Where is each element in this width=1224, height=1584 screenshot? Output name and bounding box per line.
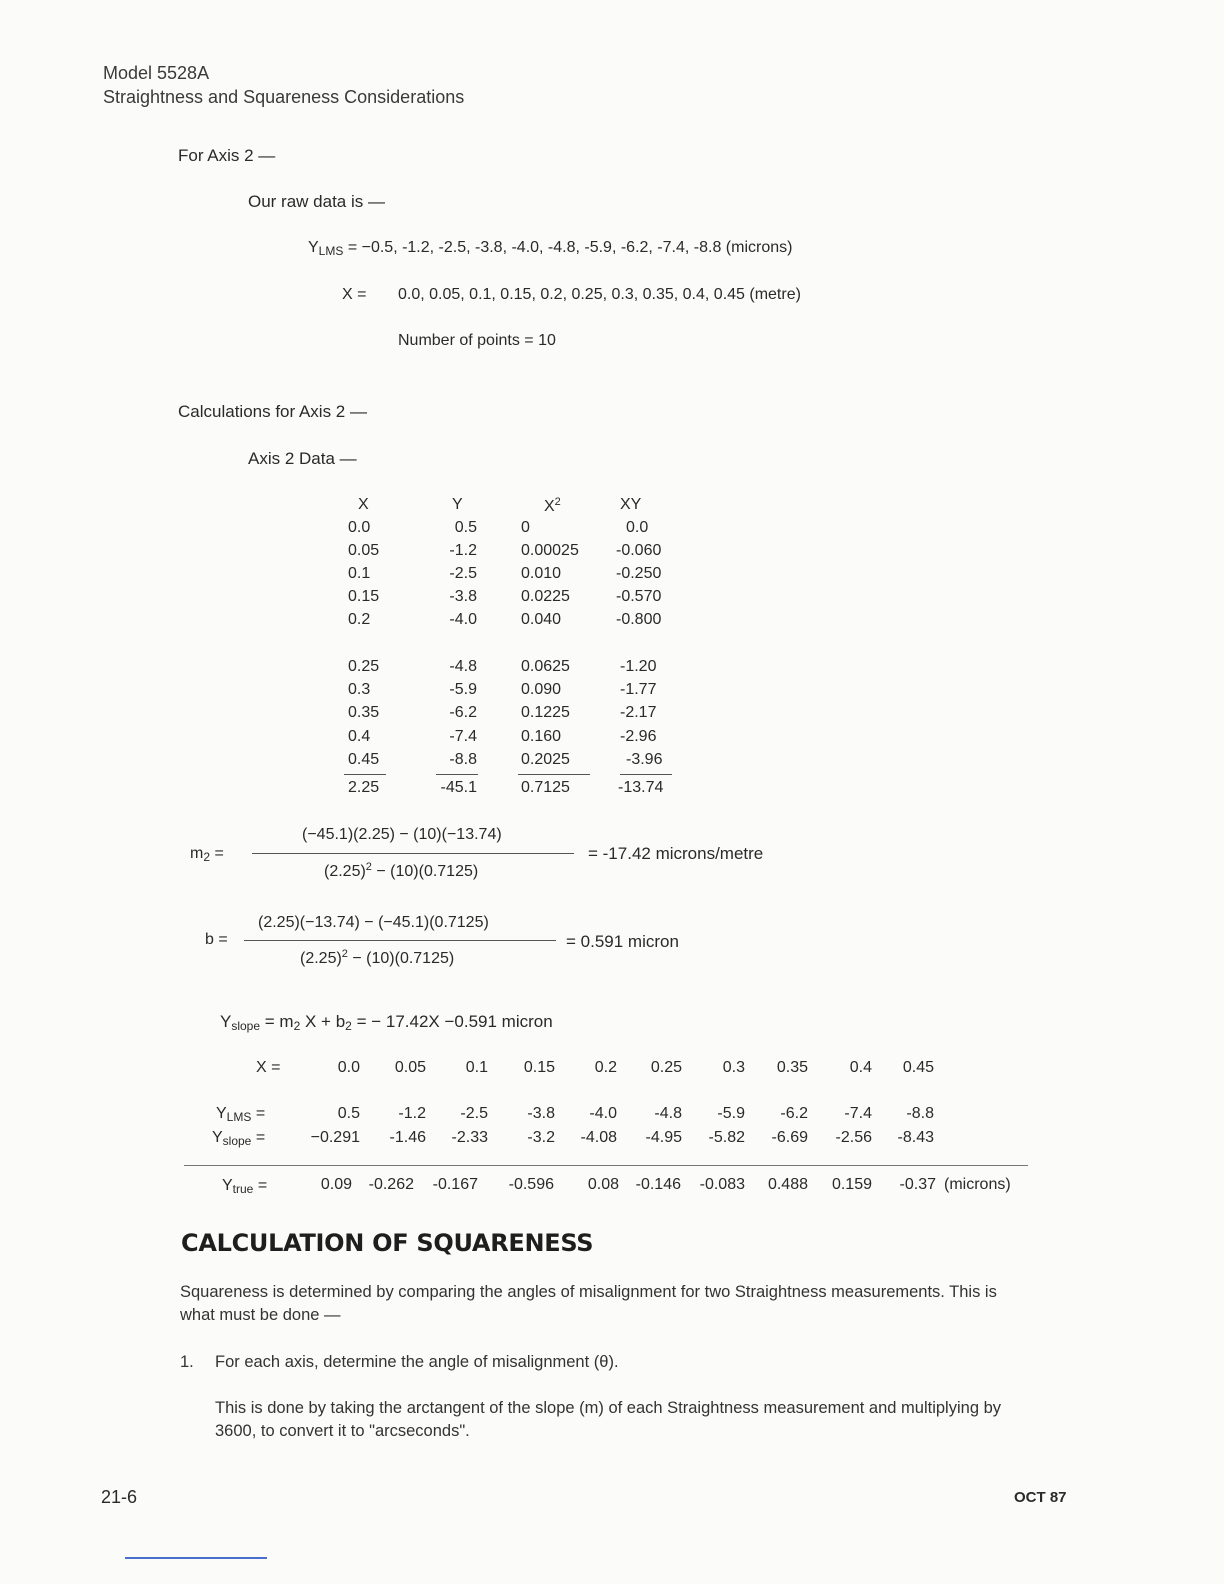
m2-denominator: $(2.25)^2 - (10)(0.7125)$ — [324, 861, 479, 880]
ytrue-value: -0.37 — [899, 1176, 936, 1193]
ylms-value: -4.0 — [589, 1105, 617, 1122]
table-cell: 0.45 — [348, 751, 380, 768]
m2-result: = -17.42 microns/metre — [588, 844, 764, 863]
x-value: 0.45 — [902, 1059, 934, 1076]
table-cell: 0.0625 — [521, 658, 570, 675]
ytrue-value: 0.08 — [587, 1176, 619, 1193]
table-cell: 0.3 — [348, 681, 371, 698]
total-y: -45.1 — [440, 779, 477, 796]
table-cell: 0.35 — [348, 704, 380, 721]
yslope-value: -5.82 — [708, 1129, 745, 1146]
table-cell: 0.00025 — [521, 542, 579, 559]
table-cell: -2.96 — [620, 728, 657, 745]
x-value: 0.4 — [849, 1059, 872, 1076]
col-header-x: X — [358, 496, 369, 513]
m2-numerator: (−45.1)(2.25) − (10)(−13.74) — [302, 826, 502, 843]
table-cell: 0.040 — [521, 611, 562, 628]
ytrue-value: -0.262 — [368, 1176, 414, 1193]
results-x-label: X = — [256, 1059, 281, 1076]
ylms-raw-values: = −0.5, -1.2, -2.5, -3.8, -4.0, -4.8, -5.9, -6.2, -7.4, -8.8 (microns) — [347, 239, 793, 256]
b-denominator: $(2.25)^2 - (10)(0.7125)$ — [300, 948, 455, 967]
ytrue-value: 0.159 — [831, 1176, 872, 1193]
x-value: 0.0 — [337, 1059, 360, 1076]
ytrue-value: 0.09 — [320, 1176, 352, 1193]
table-cell: -5.9 — [449, 681, 477, 698]
results-ylms-label: $Y_{LMS}$ = — [216, 1105, 266, 1124]
col-header-x2: $X^2$ — [544, 496, 561, 515]
total-rule — [436, 774, 478, 775]
ytrue-value: 0.488 — [767, 1176, 808, 1193]
table-cell: 0.05 — [348, 542, 380, 559]
total-xy: -13.74 — [618, 779, 664, 796]
table-cell: 0 — [521, 519, 530, 536]
squareness-heading: CALCULATION OF SQUARENESS — [181, 1229, 594, 1257]
yslope-value: -4.08 — [580, 1129, 617, 1146]
ylms-value: -2.5 — [460, 1105, 488, 1122]
m2-label: $m_2$ = — [190, 845, 224, 864]
table-cell: 0.010 — [521, 565, 562, 582]
x-value: 0.05 — [394, 1059, 426, 1076]
total-rule — [620, 774, 672, 775]
x-value: 0.35 — [776, 1059, 808, 1076]
table-cell: 0.5 — [454, 519, 477, 536]
x-value: 0.15 — [523, 1059, 555, 1076]
ylms-value: -8.8 — [906, 1105, 934, 1122]
model-label: Model 5528A — [103, 63, 210, 83]
ylms-value: -4.8 — [654, 1105, 682, 1122]
table-cell: -0.060 — [616, 542, 662, 559]
ylms-value: -5.9 — [717, 1105, 745, 1122]
table-cell: -3.96 — [626, 751, 663, 768]
table-cell: -0.800 — [616, 611, 662, 628]
step1-number: 1. — [180, 1353, 194, 1371]
yslope-value: -2.33 — [451, 1129, 488, 1146]
yslope-value: -3.2 — [527, 1129, 555, 1146]
ylms-value: 0.5 — [337, 1105, 360, 1122]
x-value: 0.3 — [722, 1059, 745, 1076]
table-cell: 0.4 — [348, 728, 371, 745]
table-cell: 0.160 — [521, 728, 562, 745]
table-cell: -8.8 — [449, 751, 477, 768]
yslope-equation: $Y_{slope} = m_2$ $X + b_2$ = − 17.42X −0.591 micron — [220, 1012, 553, 1033]
b-numerator: (2.25)(−13.74) − (−45.1)(0.7125) — [258, 914, 489, 931]
number-of-points: Number of points = 10 — [398, 332, 556, 349]
m2-fraction-bar — [252, 853, 574, 854]
table-cell: -2.5 — [449, 565, 477, 582]
x-raw-label: X = — [342, 286, 367, 303]
ylms-value: -7.4 — [844, 1105, 872, 1122]
table-cell: -7.4 — [449, 728, 477, 745]
total-rule — [344, 774, 386, 775]
page-number: 21-6 — [101, 1487, 138, 1507]
footer-bar — [125, 1557, 267, 1559]
ytrue-value: -0.146 — [635, 1176, 681, 1193]
raw-data-label: Our raw data is — — [248, 192, 385, 211]
table-cell: -0.250 — [616, 565, 662, 582]
ytrue-value: -0.596 — [508, 1176, 554, 1193]
ylms-sub: LMS — [318, 244, 344, 258]
table-cell: 0.1225 — [521, 704, 570, 721]
footer-date: OCT 87 — [1014, 1489, 1067, 1506]
table-cell: 0.0 — [626, 519, 649, 536]
results-yslope-label: $Y_{slope}$ = — [212, 1129, 266, 1148]
table-cell: -0.570 — [616, 588, 662, 605]
table-cell: 0.090 — [521, 681, 562, 698]
ytrue-value: -0.083 — [699, 1176, 745, 1193]
axis2-data-label: Axis 2 Data — — [248, 449, 357, 468]
axis2-heading: For Axis 2 — — [178, 146, 276, 165]
b-fraction-bar — [244, 940, 556, 941]
b-result: = 0.591 micron — [566, 932, 679, 951]
table-cell: -6.2 — [449, 704, 477, 721]
ylms-raw-line: $Y_{LMS} = -0.5$, -1.2, -2.5, -3.8, -4.0, -4.8, -5.9, -6.2, -7.4, -8.8 (microns) — [308, 239, 793, 258]
table-cell: 0.25 — [348, 658, 380, 675]
table-cell: 0.15 — [348, 588, 380, 605]
col-header-y: Y — [452, 496, 463, 513]
table-cell: 0.0 — [348, 519, 371, 536]
table-cell: 0.1 — [348, 565, 371, 582]
squareness-intro: Squareness is determined by comparing the angles of misalignment for two Straightness measurements. This is what must be done — — [180, 1283, 997, 1324]
x-raw-values: 0.0, 0.05, 0.1, 0.15, 0.2, 0.25, 0.3, 0.35, 0.4, 0.45 (metre) — [398, 286, 801, 303]
yslope-value: -2.56 — [835, 1129, 872, 1146]
total-x2: 0.7125 — [521, 779, 570, 796]
table-cell: -1.2 — [449, 542, 477, 559]
x-value: 0.25 — [650, 1059, 682, 1076]
results-ytrue-label: $Y_{true}$ = — [222, 1177, 268, 1196]
total-x: 2.25 — [348, 779, 380, 796]
table-cell: -4.0 — [449, 611, 477, 628]
yslope-value: -6.69 — [771, 1129, 808, 1146]
table-cell: 0.2025 — [521, 751, 570, 768]
b-label: b = — [205, 931, 228, 948]
x-value: 0.2 — [594, 1059, 617, 1076]
yslope-value: -1.46 — [389, 1129, 426, 1146]
ytrue-unit: (microns) — [944, 1176, 1011, 1193]
x-value: 0.1 — [465, 1059, 488, 1076]
table-cell: -1.20 — [620, 658, 657, 675]
table-cell: 0.2 — [348, 611, 371, 628]
ytrue-value: -0.167 — [432, 1176, 478, 1193]
yslope-value: -4.95 — [645, 1129, 682, 1146]
yslope-value: −0.291 — [310, 1129, 360, 1146]
step1-detail: This is done by taking the arctangent of the slope (m) of each Straightness measurement and multiplying by 3600, to convert it to "arcseconds". — [215, 1399, 1002, 1440]
table-cell: 0.0225 — [521, 588, 570, 605]
table-cell: -1.77 — [620, 681, 657, 698]
results-divider — [184, 1165, 1028, 1166]
calc-heading: Calculations for Axis 2 — — [178, 402, 367, 421]
ylms-value: -1.2 — [398, 1105, 426, 1122]
yslope-value: -8.43 — [897, 1129, 934, 1146]
col-header-xy: XY — [620, 496, 642, 513]
total-rule — [518, 774, 590, 775]
table-cell: -4.8 — [449, 658, 477, 675]
ylms-value: -6.2 — [780, 1105, 808, 1122]
ylms-value: -3.8 — [527, 1105, 555, 1122]
section-title: Straightness and Squareness Considerations — [103, 87, 465, 107]
table-cell: -3.8 — [449, 588, 477, 605]
table-cell: -2.17 — [620, 704, 657, 721]
step1-text: For each axis, determine the angle of misalignment (θ). — [215, 1353, 619, 1371]
